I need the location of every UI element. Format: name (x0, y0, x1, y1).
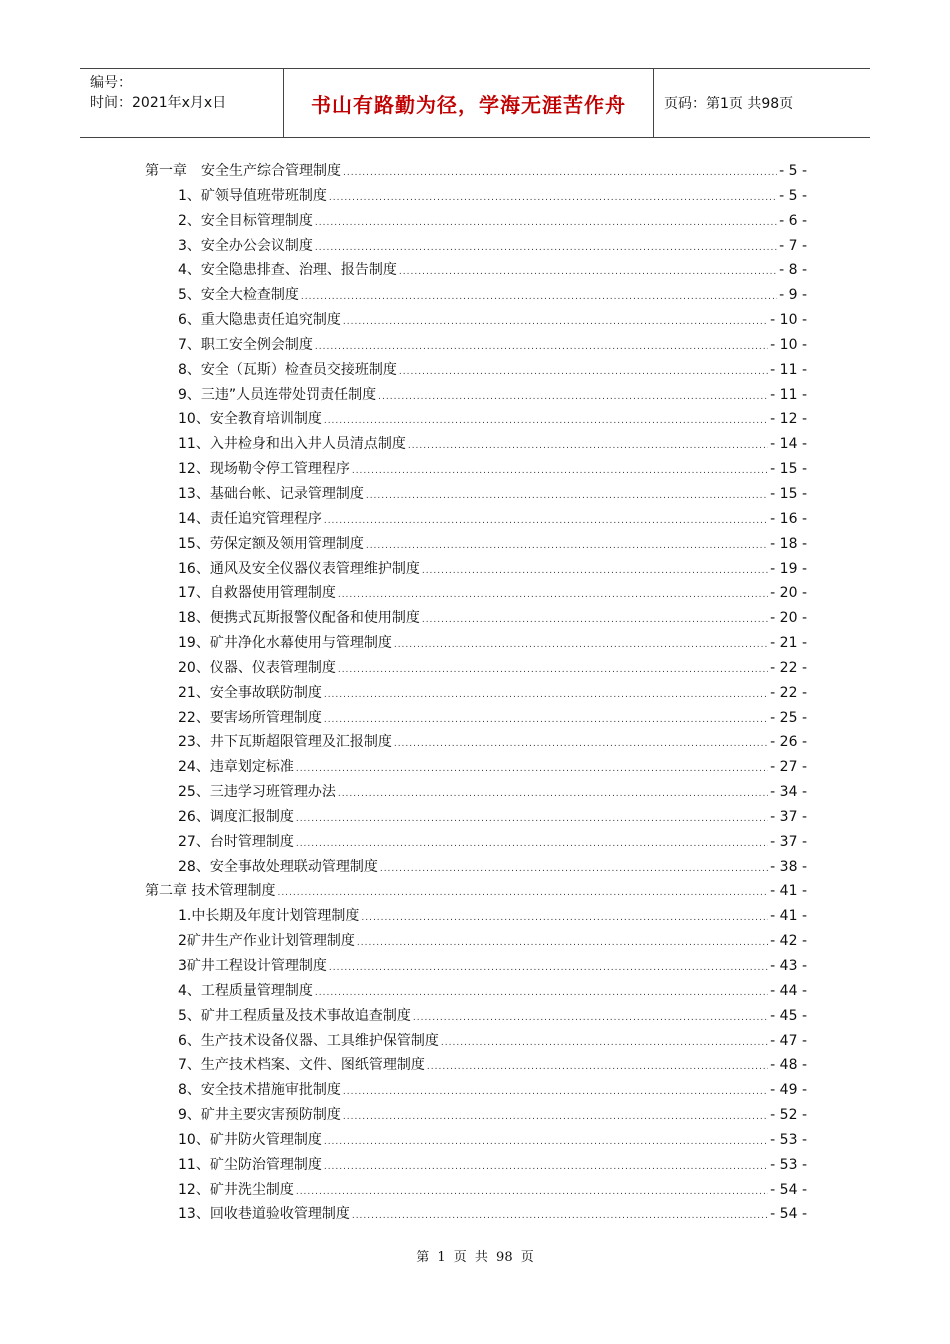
toc-entry-page: - 18 - (770, 535, 807, 552)
toc-entry-label: 18、便携式瓦斯报警仪配备和使用制度 (178, 610, 420, 627)
toc-leader-dots (338, 583, 768, 608)
toc-entry[interactable] (145, 234, 807, 259)
toc-entry-label: 10、安全教育培训制度 (178, 411, 322, 428)
toc-entry-label: 25、三违学习班管理办法 (178, 784, 336, 801)
header-motto: 书山有路勤为径，学海无涯苦作舟 (283, 69, 654, 137)
toc-entry-page: - 15 - (770, 485, 807, 502)
toc-entry-page: - 12 - (770, 411, 807, 428)
toc-entry-page: - 20 - (770, 610, 807, 627)
toc-entry[interactable] (145, 730, 807, 755)
toc-entry-label: 21、安全事故联防制度 (178, 684, 322, 701)
toc-entry[interactable] (145, 258, 807, 283)
toc-leader-dots (394, 633, 768, 658)
toc-entry[interactable] (145, 1004, 807, 1029)
toc-entry[interactable] (145, 209, 807, 234)
toc-entry-page: - 20 - (770, 585, 807, 602)
toc-entry-page: - 25 - (770, 709, 807, 726)
toc-leader-dots (343, 1105, 768, 1130)
toc-entry-label: 15、劳保定额及领用管理制度 (178, 535, 364, 552)
toc-entry-label: 3、安全办公会议制度 (178, 237, 313, 254)
toc-leader-dots (315, 981, 768, 1006)
toc-entry[interactable] (145, 954, 807, 979)
toc-entry-label: 9、矿井主要灾害预防制度 (178, 1107, 341, 1124)
toc-leader-dots (324, 1155, 768, 1180)
page-header (80, 68, 870, 138)
toc-entry[interactable] (145, 333, 807, 358)
toc-entry-label: 16、通风及安全仪器仪表管理维护制度 (178, 560, 420, 577)
toc-entry-page: - 49 - (770, 1082, 807, 1099)
toc-entry-label: 9、三违”人员连带处罚责任制度 (178, 386, 377, 403)
toc-entry-label: 6、生产技术设备仪器、工具维护保管制度 (178, 1032, 439, 1049)
toc-leader-dots (315, 335, 768, 360)
toc-entry-page: - 37 - (770, 808, 807, 825)
toc-entry[interactable] (145, 606, 807, 631)
toc-leader-dots (343, 1080, 768, 1105)
toc-entry-page: - 37 - (770, 833, 807, 850)
toc-leader-dots (366, 534, 768, 559)
toc-entry[interactable] (145, 532, 807, 557)
toc-entry[interactable] (145, 805, 807, 830)
toc-entry[interactable] (145, 1029, 807, 1054)
toc-entry-page: - 10 - (770, 336, 807, 353)
toc-entry[interactable] (145, 308, 807, 333)
toc-entry[interactable] (145, 979, 807, 1004)
toc-entry[interactable] (145, 904, 807, 929)
toc-entry-page: - 53 - (770, 1156, 807, 1173)
toc-leader-dots (324, 1130, 768, 1155)
toc-entry[interactable] (145, 755, 807, 780)
toc-entry-label: 8、安全技术措施审批制度 (178, 1082, 341, 1099)
toc-chapter-entry[interactable] (145, 879, 807, 904)
header-left-cell (80, 69, 283, 137)
toc-entry-page: - 21 - (770, 635, 807, 652)
toc-entry-page: - 19 - (770, 560, 807, 577)
toc-entry-page: - 52 - (770, 1107, 807, 1124)
toc-entry[interactable] (145, 1078, 807, 1103)
toc-entry-page: - 11 - (770, 361, 807, 378)
toc-leader-dots (315, 236, 777, 261)
table-of-contents (145, 159, 807, 1227)
toc-leader-dots (329, 186, 777, 211)
toc-entry-label: 7、职工安全例会制度 (178, 336, 313, 353)
toc-entry-page: - 7 - (779, 237, 807, 254)
toc-entry-label: 13、回收巷道验收管理制度 (178, 1206, 350, 1223)
toc-entry-page: - 5 - (779, 187, 807, 204)
toc-leader-dots (315, 211, 777, 236)
toc-entry-label: 10、矿井防火管理制度 (178, 1131, 322, 1148)
toc-entry-label: 12、矿井洗尘制度 (178, 1181, 294, 1198)
toc-entry-page: - 54 - (770, 1181, 807, 1198)
toc-leader-dots (441, 1031, 768, 1056)
page-footer: 第 1 页 共 98 页 (416, 1250, 534, 1265)
toc-entry-label: 28、安全事故处理联动管理制度 (178, 858, 378, 875)
toc-leader-dots (324, 683, 768, 708)
toc-entry-label: 5、安全大检查制度 (178, 287, 299, 304)
toc-leader-dots (338, 782, 768, 807)
toc-entry-label: 14、责任追究管理程序 (178, 510, 322, 527)
document-date-label: 时间：2021年x月x日 (90, 95, 227, 111)
toc-leader-dots (357, 931, 768, 956)
toc-entry-page: - 22 - (770, 684, 807, 701)
toc-entry-page: - 54 - (770, 1206, 807, 1223)
toc-entry-label: 27、台时管理制度 (178, 833, 294, 850)
toc-entry[interactable] (145, 184, 807, 209)
toc-entry[interactable] (145, 1153, 807, 1178)
toc-leader-dots (324, 409, 768, 434)
toc-entry-page: - 8 - (779, 262, 807, 279)
toc-entry-label: 3矿井工程设计管理制度 (178, 958, 327, 974)
toc-entry-label: 24、违章划定标准 (178, 759, 294, 776)
toc-entry-page: - 38 - (770, 858, 807, 875)
toc-leader-dots (277, 881, 768, 906)
toc-leader-dots (296, 757, 768, 782)
toc-chapter-entry[interactable] (145, 159, 807, 184)
toc-entry[interactable] (145, 681, 807, 706)
toc-entry-page: - 5 - (779, 163, 807, 179)
toc-leader-dots (422, 608, 768, 633)
toc-entry-page: - 26 - (770, 734, 807, 751)
toc-entry[interactable] (145, 656, 807, 681)
toc-entry-label: 22、要害场所管理制度 (178, 709, 322, 726)
toc-entry-page: - 41 - (770, 883, 807, 900)
toc-entry[interactable] (145, 507, 807, 532)
toc-leader-dots (366, 484, 768, 509)
toc-entry[interactable] (145, 581, 807, 606)
toc-entry[interactable] (145, 1128, 807, 1153)
toc-entry-page: - 45 - (770, 1007, 807, 1024)
header-page-info: 页码：第1页 共98页 (664, 96, 794, 112)
toc-entry-page: - 34 - (770, 784, 807, 801)
toc-entry[interactable] (145, 855, 807, 880)
toc-entry[interactable] (145, 780, 807, 805)
toc-entry-label: 19、矿井净化水幕使用与管理制度 (178, 635, 392, 652)
toc-entry-label: 2矿井生产作业计划管理制度 (178, 933, 355, 950)
toc-entry-page: - 47 - (770, 1032, 807, 1049)
toc-entry-page: - 16 - (770, 510, 807, 527)
toc-leader-dots (427, 1055, 768, 1080)
toc-leader-dots (343, 310, 768, 335)
toc-entry-label: 20、仪器、仪表管理制度 (178, 659, 336, 676)
toc-leader-dots (338, 658, 768, 683)
toc-entry-page: - 42 - (770, 933, 807, 950)
toc-leader-dots (399, 360, 768, 385)
toc-entry-label: 第一章 安全生产综合管理制度 (145, 163, 341, 179)
toc-leader-dots (413, 1006, 768, 1031)
toc-entry-label: 1.中长期及年度计划管理制度 (178, 908, 360, 925)
toc-leader-dots (324, 708, 768, 733)
toc-entry[interactable] (145, 1178, 807, 1203)
toc-entry-label: 4、安全隐患排查、治理、报告制度 (178, 262, 397, 279)
toc-entry[interactable] (145, 482, 807, 507)
toc-entry-page: - 41 - (770, 908, 807, 925)
toc-entry-label: 12、现场勒令停工管理程序 (178, 461, 350, 478)
toc-entry-label: 17、自救器使用管理制度 (178, 585, 336, 602)
toc-leader-dots (361, 906, 768, 931)
toc-entry-page: - 9 - (779, 287, 807, 304)
toc-entry-page: - 15 - (770, 461, 807, 478)
toc-entry[interactable] (145, 283, 807, 308)
toc-leader-dots (296, 807, 768, 832)
toc-leader-dots (296, 1180, 768, 1205)
toc-entry-label: 11、入井检身和出入井人员清点制度 (178, 436, 406, 453)
toc-entry-page: - 27 - (770, 759, 807, 776)
toc-entry-label: 26、调度汇报制度 (178, 808, 294, 825)
toc-entry[interactable] (145, 929, 807, 954)
toc-leader-dots (422, 559, 768, 584)
toc-leader-dots (343, 161, 777, 186)
document-number-label: 编号： (90, 75, 132, 91)
toc-leader-dots (352, 1204, 768, 1229)
toc-entry-page: - 10 - (770, 312, 807, 329)
toc-entry[interactable] (145, 407, 807, 432)
toc-leader-dots (408, 434, 768, 459)
toc-entry[interactable] (145, 457, 807, 482)
toc-entry-label: 23、井下瓦斯超限管理及汇报制度 (178, 734, 392, 751)
toc-entry[interactable] (145, 383, 807, 408)
toc-leader-dots (301, 285, 777, 310)
toc-entry-page: - 53 - (770, 1131, 807, 1148)
toc-entry-label: 2、安全目标管理制度 (178, 212, 313, 229)
toc-entry-page: - 6 - (779, 212, 807, 229)
toc-entry[interactable] (145, 1202, 807, 1227)
toc-leader-dots (394, 732, 768, 757)
toc-entry[interactable] (145, 1053, 807, 1078)
toc-entry-label: 4、工程质量管理制度 (178, 982, 313, 999)
toc-entry-label: 6、重大隐患责任追究制度 (178, 312, 341, 329)
toc-entry-page: - 43 - (770, 958, 807, 974)
toc-entry[interactable] (145, 432, 807, 457)
toc-entry-page: - 14 - (770, 436, 807, 453)
toc-entry-label: 13、基础台帐、记录管理制度 (178, 485, 364, 502)
toc-entry-page: - 11 - (770, 386, 807, 403)
toc-entry[interactable] (145, 706, 807, 731)
toc-entry-label: 11、矿尘防治管理制度 (178, 1156, 322, 1173)
toc-leader-dots (296, 832, 768, 857)
toc-entry-label: 7、生产技术档案、文件、图纸管理制度 (178, 1057, 425, 1074)
toc-entry-label: 1、矿领导值班带班制度 (178, 187, 327, 204)
toc-leader-dots (378, 385, 768, 410)
toc-leader-dots (324, 509, 768, 534)
toc-leader-dots (380, 857, 768, 882)
toc-entry-label: 第二章 技术管理制度 (145, 883, 276, 900)
toc-entry[interactable] (145, 358, 807, 383)
toc-leader-dots (399, 260, 777, 285)
toc-entry-page: - 48 - (770, 1057, 807, 1074)
toc-entry-label: 5、矿井工程质量及技术事故追查制度 (178, 1007, 411, 1024)
toc-entry-page: - 44 - (770, 982, 807, 999)
toc-leader-dots (352, 459, 768, 484)
toc-entry[interactable] (145, 1103, 807, 1128)
toc-entry[interactable] (145, 631, 807, 656)
toc-leader-dots (329, 956, 768, 981)
toc-entry-page: - 22 - (770, 659, 807, 676)
toc-entry[interactable] (145, 830, 807, 855)
toc-entry[interactable] (145, 557, 807, 582)
toc-entry-label: 8、安全（瓦斯）检查员交接班制度 (178, 361, 397, 378)
